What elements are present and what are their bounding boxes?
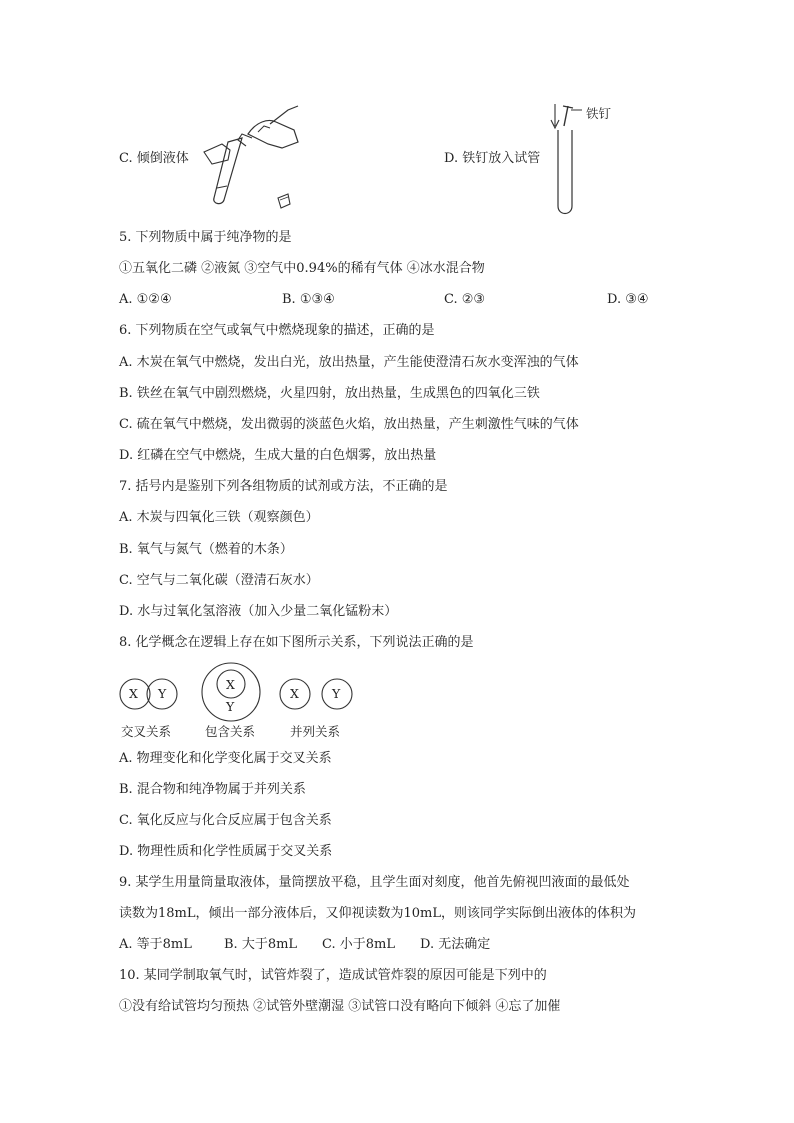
q4-option-c: C. 倾倒液体 <box>119 151 189 166</box>
q10-stem: 10. 某同学制取氧气时，试管炸裂了，造成试管炸裂的原因可能是下列中的 <box>119 968 547 983</box>
q6-stem: 6. 下列物质在空气或氧气中燃烧现象的描述，正确的是 <box>119 323 435 338</box>
cross-relation-label: 交叉关系 <box>121 724 172 739</box>
q7-option-b: B. 氧气与氮气（燃着的木条） <box>119 542 293 557</box>
q5-option-d: D. ③④ <box>607 292 649 307</box>
q4-option-d: D. 铁钉放入试管 <box>444 151 541 166</box>
parallel-relation-label: 并列关系 <box>290 724 341 739</box>
q7-option-a: A. 木炭与四氧化三铁（观察颜色） <box>119 510 319 525</box>
parallel-x-letter: X <box>290 686 299 701</box>
q10-items: ①没有给试管均匀预热 ②试管外壁潮湿 ③试管口没有略向下倾斜 ④忘了加催 <box>119 999 561 1014</box>
q6-option-c: C. 硫在氧气中燃烧，发出微弱的淡蓝色火焰，放出热量，产生刺激性气味的气体 <box>119 417 579 432</box>
q8-option-a: A. 物理变化和化学变化属于交叉关系 <box>119 751 332 766</box>
q9-option-d: D. 无法确定 <box>420 937 491 952</box>
q9-option-b: B. 大于8mL <box>224 937 298 952</box>
q9-option-c: C. 小于8mL <box>322 937 395 952</box>
q5-items: ①五氧化二磷 ②液氮 ③空气中0.94%的稀有气体 ④冰水混合物 <box>119 261 485 276</box>
q9-stem-line2: 读数为18mL，倾出一部分液体后，又仰视读数为10mL，则该同学实际倒出液体的体积为 <box>119 906 637 921</box>
q7-option-c: C. 空气与二氧化碳（澄清石灰水） <box>119 573 319 588</box>
q8-option-c: C. 氧化反应与化合反应属于包含关系 <box>119 813 332 828</box>
pour-liquid-illustration <box>198 104 308 214</box>
contain-relation-label: 包含关系 <box>205 724 256 739</box>
parallel-y-letter: Y <box>332 686 341 701</box>
q6-option-a: A. 木炭在氧气中燃烧，发出白光，放出热量，产生能使澄清石灰水变浑浊的气体 <box>119 355 579 370</box>
q5-option-b: B. ①③④ <box>282 292 335 307</box>
contain-x-letter: X <box>226 677 235 692</box>
q6-option-d: D. 红磷在空气中燃烧，生成大量的白色烟雾，放出热量 <box>119 448 437 463</box>
q8-option-d: D. 物理性质和化学性质属于交叉关系 <box>119 844 333 859</box>
q5-option-a: A. ①②④ <box>119 292 172 307</box>
q9-stem-line1: 9. 某学生用量筒量取液体，量筒摆放平稳，且学生面对刻度，他首先俯视凹液面的最低处 <box>119 875 630 890</box>
q5-stem: 5. 下列物质中属于纯净物的是 <box>119 230 292 245</box>
q6-option-b: B. 铁丝在氧气中剧烈燃烧，火星四射，放出热量，生成黑色的四氧化三铁 <box>119 386 540 401</box>
q7-option-d: D. 水与过氧化氢溶液（加入少量二氧化锰粉末） <box>119 604 398 619</box>
q9-option-a: A. 等于8mL <box>119 937 192 952</box>
q8-stem: 8. 化学概念在逻辑上存在如下图所示关系，下列说法正确的是 <box>119 635 474 650</box>
cross-x-letter: X <box>129 686 138 701</box>
q7-stem: 7. 括号内是鉴别下列各组物质的试剂或方法，不正确的是 <box>119 479 448 494</box>
contain-y-letter: Y <box>226 699 235 714</box>
q8-option-b: B. 混合物和纯净物属于并列关系 <box>119 782 306 797</box>
nail-label: 铁钉 <box>586 106 612 121</box>
set-relation-diagram <box>118 662 368 722</box>
q5-option-c: C. ②③ <box>444 292 486 307</box>
cross-y-letter: Y <box>158 686 167 701</box>
